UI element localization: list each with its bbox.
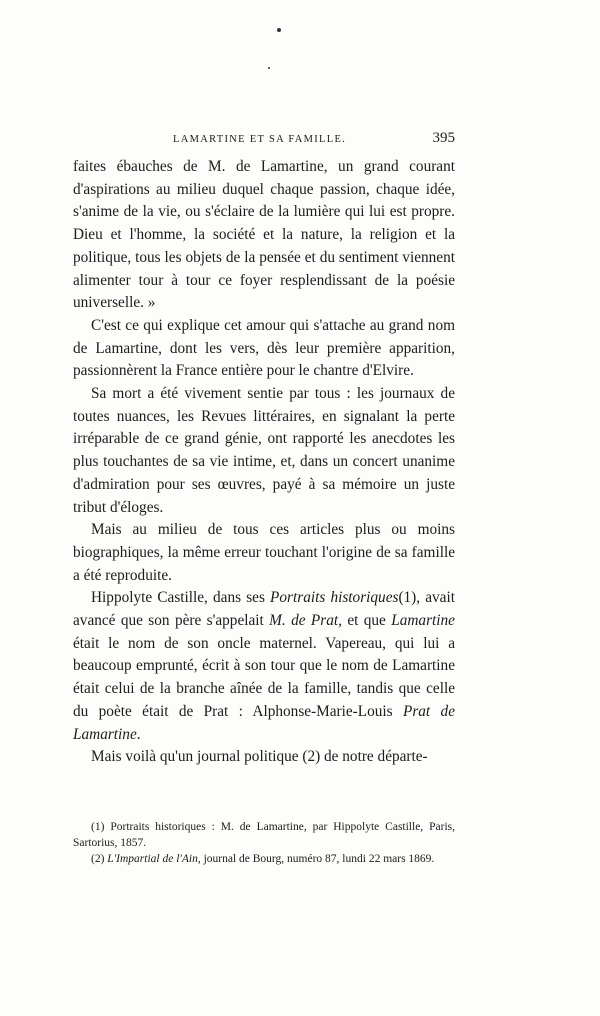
paragraph-5 [73, 587, 455, 746]
footnote-1: (1) Portraits historiques : M. de Lamartine, par Hippolyte Castille, Paris, Sartorius, 1857. [73, 820, 455, 849]
ink-speck [277, 28, 281, 32]
name-italic: Prat de Lamartine [73, 702, 455, 743]
paragraph-6: Mais voilà qu'un journal politique (2) de notre départe- [91, 748, 428, 766]
text-run: (2) [91, 852, 108, 865]
page-header [73, 130, 455, 156]
footnotes [73, 819, 455, 867]
name-italic: Lamartine [391, 612, 455, 630]
book-page [73, 130, 455, 867]
page-number: 395 [432, 130, 455, 146]
text-run: . [136, 725, 141, 743]
footnote-ref-1: (1) [398, 589, 417, 607]
paragraph-1: faites ébauches de M. de Lamartine, un grand courant d'aspirations au milieu duquel chaque passion, chaque idée, s'anime de la vie, ou s'éclaire de la lumière qui lui est propre. Dieu et l'homme, la société et la nature, la religion et la politique, tous les objets de la pensée et du sentiment viennent alimenter tour à tour ce foyer resplendissant de la poésie universelle. » [73, 158, 455, 312]
text-run: et que [341, 612, 392, 630]
paragraph-4: Mais au milieu de tous ces articles plus ou moins biographiques, la même erreur touchant l'origine de sa famille a été reproduite. [73, 521, 455, 584]
book-title-italic: Portraits historiques [270, 589, 399, 607]
text-run: était le nom de son oncle maternel. Vapereau, qui lui a beaucoup emprunté, écrit à son tour que le nom de Lamartine était celui de la branche aînée de la famille, tandis que celle du poète était de Prat : Alphonse-Marie-Louis [73, 634, 455, 720]
name-italic: M. de Prat, [269, 612, 342, 630]
paragraph-2: C'est ce qui explique cet amour qui s'attache au grand nom de Lamartine, dont les vers, dès leur première apparition, passionnèrent la France entière pour le chantre d'Elvire. [73, 316, 455, 380]
ink-speck [268, 67, 270, 69]
running-title: LAMARTINE ET SA FAMILLE. [173, 134, 347, 145]
text-run: journal de Bourg, numéro 87, lundi 22 mars 1869. [200, 852, 435, 865]
text-run: Hippolyte Castille, dans ses [91, 589, 271, 607]
journal-title-italic: L'Impartial de l'Ain, [107, 852, 201, 865]
footnote-2 [73, 851, 455, 867]
body-text [73, 156, 455, 769]
paragraph-3: Sa mort a été vivement sentie par tous : les journaux de toutes nuances, les Revues littéraires, en signalant la perte irréparable de ce grand génie, ont rapporté les anecdotes les plus touchantes de sa vie intime, et, dans un concert unanime d'admiration pour ses œuvres, payé à sa mémoire un juste tribut d'éloges. [73, 385, 455, 516]
text-run: , avait avancé que son père s'appelait [73, 589, 455, 630]
